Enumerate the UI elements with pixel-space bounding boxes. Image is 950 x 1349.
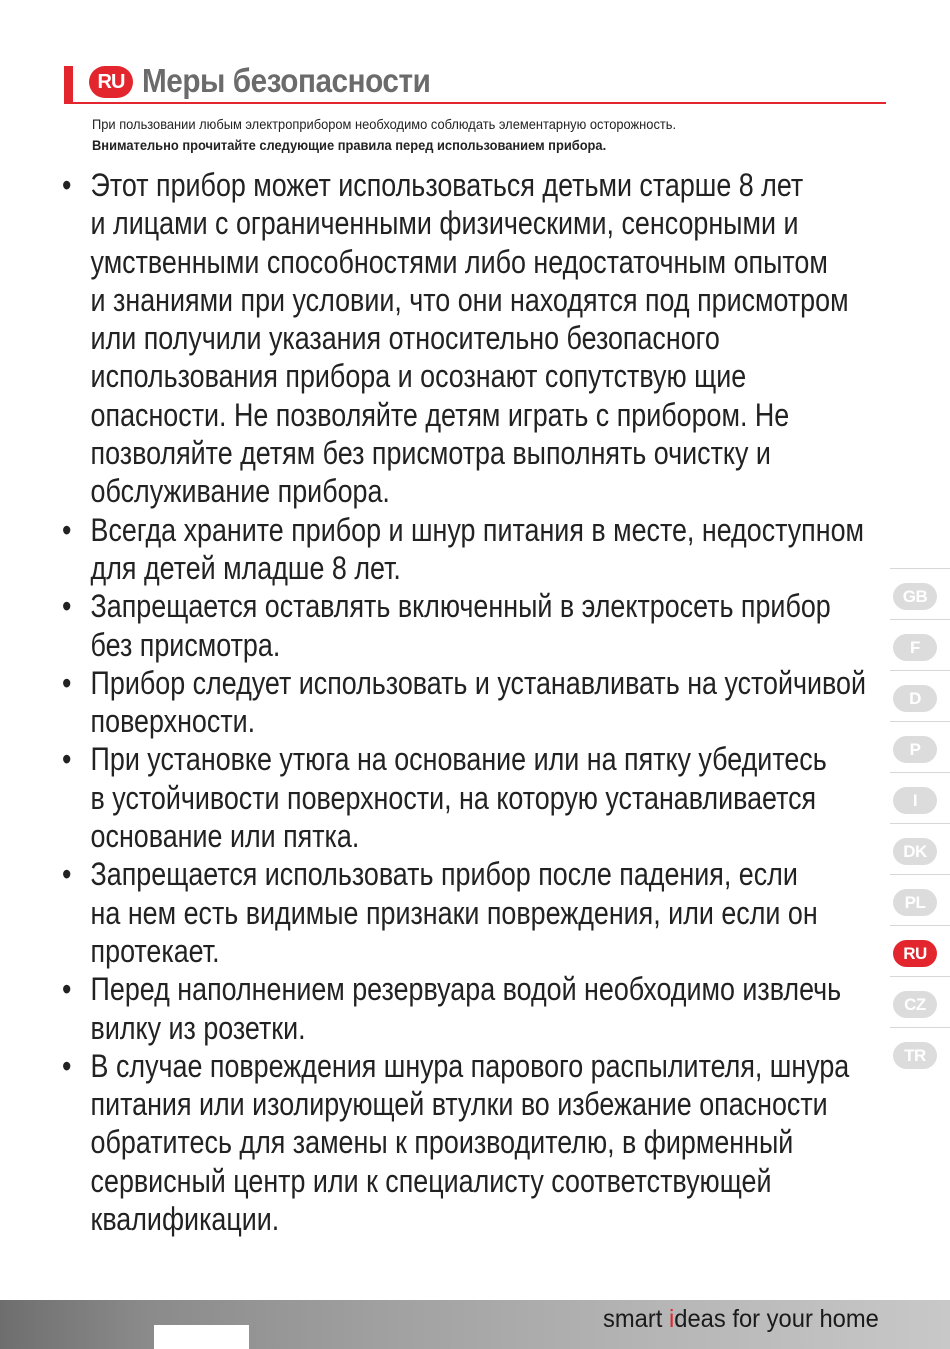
rule-line: позволяйте детям без присмотра выполнять очистку и [90,435,771,472]
language-tab-label: D [893,685,937,712]
language-badge: RU [89,66,133,98]
slogan-start: smart [603,1305,669,1333]
rule-item [62,664,866,741]
intro-text [92,114,810,156]
language-tab-gb[interactable] [890,568,950,620]
rule-line: и лицами с ограниченными физическими, сенсорными и [90,205,799,242]
language-tab-p[interactable] [890,721,950,773]
rule-item [62,855,835,970]
language-tab-tr[interactable] [890,1027,950,1079]
header-divider [64,102,886,104]
rule-item [62,970,842,1047]
slogan-end: deas for your home [674,1305,879,1333]
rule-item [62,511,865,588]
language-tab-ru[interactable] [890,925,950,977]
language-tab-label: GB [893,583,937,610]
bullet-icon: • [62,511,72,548]
rule-line: При установке утюга на основание или на пятку убедитесь [90,741,827,778]
language-tab-label: CZ [893,991,937,1018]
rule-line: сервисный центр или к специалисту соответствующей [90,1162,772,1199]
rule-line: Перед наполнением резервуара водой необходимо извлечь [90,971,842,1008]
rule-item [62,166,849,511]
bullet-icon: • [62,856,72,893]
rule-line: вилку из розетки. [90,1009,306,1046]
language-tab-f[interactable] [890,619,950,671]
rule-line: Этот прибор может использоваться детьми старше 8 лет [90,167,804,203]
rule-line: квалификации. [90,1201,280,1238]
rule-item [62,1047,850,1238]
language-tab-label: PL [893,889,937,916]
rule-line: опасности. Не позволяйте детям играть с прибором. Не [90,396,790,433]
rule-item [62,740,835,855]
rule-line: Всегда храните прибор и шнур питания в месте, недоступном [90,511,865,548]
rule-line: умственными способностями либо недостаточным опытом [90,243,828,280]
language-tab-d[interactable] [890,670,950,722]
rule-line: питания или изолирующей втулки во избежание опасности [90,1086,828,1123]
bullet-icon: • [62,971,72,1008]
intro-line-bold: Внимательно прочитайте следующие правила перед использованием прибора. [92,137,607,153]
rule-line: без присмотра. [90,626,281,663]
header-accent-bar [64,66,73,104]
language-tab-dk[interactable] [890,823,950,875]
language-tab-label: F [893,634,937,661]
rule-line: основание или пятка. [90,818,360,855]
bullet-icon: • [62,167,72,203]
bullet-icon: • [62,1047,72,1084]
bullet-icon: • [62,741,72,778]
language-tab-pl[interactable] [890,874,950,926]
rule-item [62,587,835,664]
rule-line: и знаниями при условии, что они находятся под присмотром [90,281,849,318]
footer-page-box [154,1325,249,1349]
bullet-icon: • [62,664,72,701]
slogan-accent: i [668,1305,675,1333]
rule-line: поверхности. [90,703,256,740]
intro-line: При пользовании любым электроприбором необходимо соблюдать элементарную осторожность. [92,116,677,132]
rule-line: Прибор следует использовать и устанавливать на устойчивой [90,664,866,701]
page-title: Меры безопасности [142,62,431,99]
rule-line: обратитесь для замены к производителю, в фирменный [90,1124,794,1161]
brand-slogan [603,1305,879,1334]
language-tab-cz[interactable] [890,976,950,1028]
language-tab-label: RU [893,940,937,967]
rule-line: на нем есть видимые признаки повреждения, или если он [90,894,818,931]
rule-line: в устойчивости поверхности, на которую устанавливается [90,779,817,816]
bullet-icon: • [62,588,72,625]
language-tab-label: DK [893,838,937,865]
language-tab-label: I [893,787,937,814]
rule-line: или получили указания относительно безопасного [90,320,720,357]
rule-line: обслуживание прибора. [90,473,390,510]
language-tab-label: P [893,736,937,763]
rule-line: для детей младше 8 лет. [90,549,401,586]
safety-rules-list [62,166,866,1238]
rule-line: Запрещается оставлять включенный в электросеть прибор [90,588,831,625]
rule-line: В случае повреждения шнура парового распылителя, шнура [90,1047,850,1084]
language-tab-i[interactable] [890,772,950,824]
rule-line: Запрещается использовать прибор после падения, если [90,856,798,893]
rule-line: протекает. [90,932,220,969]
rule-line: использования прибора и осознают сопутствую щие [90,358,747,395]
language-tab-label: TR [893,1042,937,1069]
